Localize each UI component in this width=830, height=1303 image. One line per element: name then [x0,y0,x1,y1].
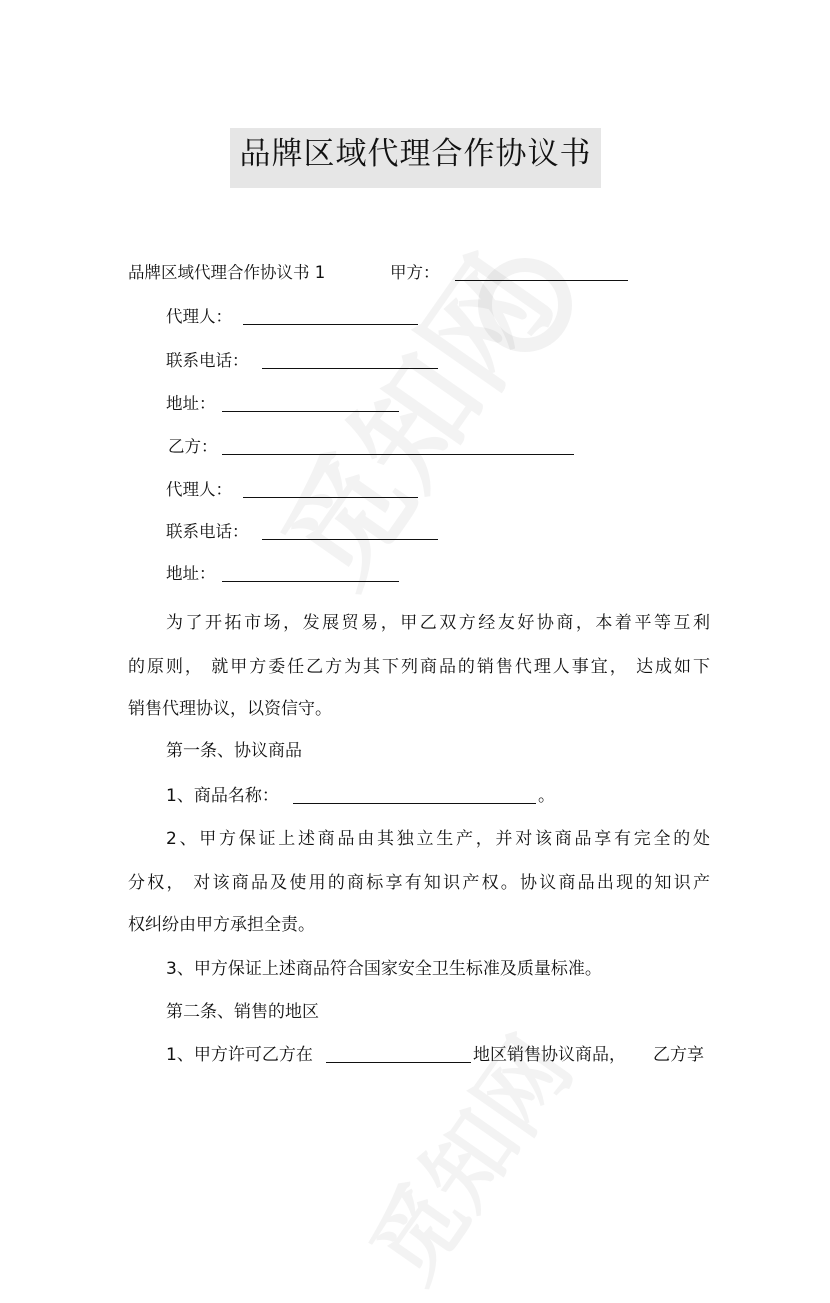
party-b-phone-blank[interactable] [262,521,438,546]
article-2-item-1-tail: 乙方享 [653,1045,704,1065]
party-b-agent-label: 代理人： [166,480,232,499]
party-a-phone-label: 联系电话： [166,351,249,370]
article-1-heading: 第一条、协议商品 [166,741,302,761]
party-b-label: 乙方： [168,437,218,456]
party-a-row [390,262,440,284]
article-2-item-1-prefix: 1、甲方许可乙方在 [166,1045,313,1065]
party-a-address-row [166,393,216,415]
page-title: 品牌区域代理合作协议书 [239,136,592,172]
party-b-phone-label: 联系电话： [166,522,249,541]
article-2-heading: 第二条、销售的地区 [166,1002,319,1022]
product-name-blank[interactable] [293,785,536,810]
party-a-agent-row [166,306,232,328]
sales-region-blank[interactable] [326,1044,471,1069]
party-a-address-blank[interactable] [222,393,399,418]
product-name-label: 1、商品名称： [166,786,279,806]
intro-line-1: 为了开拓市场，发展贸易，甲乙双方经友好协商，本着平等互利 [166,613,710,633]
party-b-agent-blank[interactable] [243,479,418,504]
party-a-phone-blank[interactable] [262,350,438,375]
article-1-item-2-line-1: 2、甲方保证上述商品由其独立生产，并对该商品享有完全的处 [166,829,710,849]
article-1-item-2-line-3: 权纠纷由甲方承担全责。 [128,915,315,935]
intro-line-2: 的原则， 就甲方委任乙方为其下列商品的销售代理人事宜， 达成如下 [128,657,710,677]
party-b-phone-row [166,521,249,543]
article-1-item-3: 3、甲方保证上述商品符合国家安全卫生标准及质量标准。 [166,959,602,979]
party-a-agent-blank[interactable] [243,306,418,331]
header-line [128,262,325,284]
party-b-address-row [166,563,216,585]
party-a-agent-label: 代理人： [166,307,232,326]
product-name-suffix: 。 [538,786,555,806]
party-a-label: 甲方： [390,263,440,282]
party-a-address-label: 地址： [166,394,216,413]
doc-reference: 品牌区域代理合作协议书 1 [128,263,326,282]
party-a-phone-row [166,350,249,372]
article-1-item-2-line-2: 分权， 对该商品及使用的商标享有知识产权。协议商品出现的知识产 [128,873,710,893]
intro-line-3: 销售代理协议，以资信守。 [128,699,332,719]
article-2-item-1-suffix: 地区销售协议商品， [473,1045,626,1065]
party-b-agent-row [166,479,232,501]
party-b-blank[interactable] [222,436,574,461]
party-b-address-label: 地址： [166,564,216,583]
article-1-item-1 [166,785,279,807]
party-b-address-blank[interactable] [222,563,399,588]
party-a-blank[interactable] [455,262,628,287]
party-b-row [168,436,218,458]
